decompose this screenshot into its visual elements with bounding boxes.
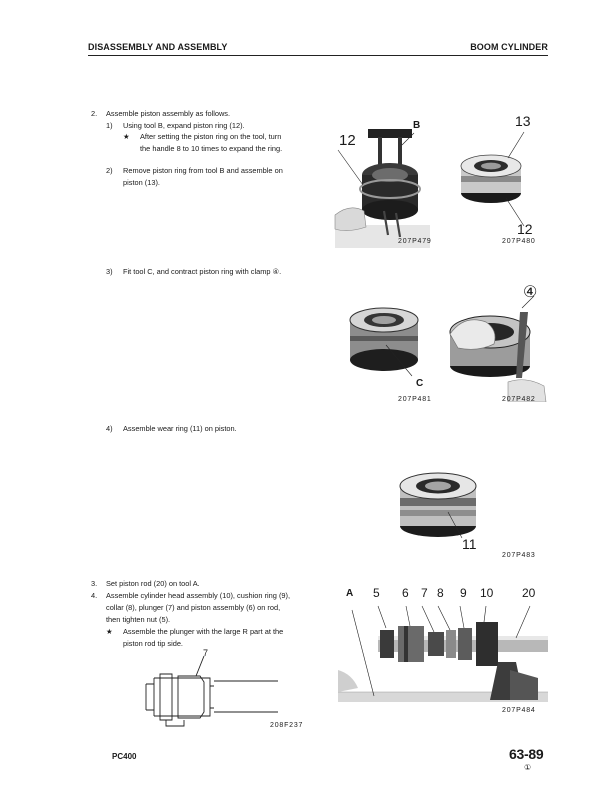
step-2-3-text: Fit tool C, and contract piston ring with clamp ④. [123,267,282,276]
label-8: 8 [437,586,444,600]
step-2-intro: Assemble piston assembly as follows. [106,109,231,118]
photo-207p480 [448,118,548,238]
step-4-line2: collar (8), plunger (7) and piston assembly (6) on rod, [106,603,281,612]
label-c: C [416,378,424,389]
label-6: 6 [402,586,409,600]
label-10: 10 [480,586,494,600]
step-2-1-note-line2: the handle 8 to 10 times to expand the ring. [140,144,283,153]
step-2-2-number: 2) [106,166,113,175]
step-2-1-note-line1: After setting the piston ring on the tool, turn [140,132,282,141]
section-title: DISASSEMBLY AND ASSEMBLY [88,42,228,52]
step-2-1-text: Using tool B, expand piston ring (12). [123,121,245,130]
step-2-4-number: 4) [106,424,113,433]
star-note-icon: ★ [123,132,130,141]
star-note-icon: ★ [106,627,113,636]
step-2-number: 2. [91,109,98,118]
label-a: A [346,588,354,599]
step-2-1-number: 1) [106,121,113,130]
photo-207p481 [340,290,440,395]
caption-207p482: 207P482 [502,396,536,403]
label-clamp-4: ④ [523,284,538,301]
step-4-note-line2: piston rod tip side. [123,639,183,648]
step-2-3-number: 3) [106,267,113,276]
step-4-line1: Assemble cylinder head assembly (10), cushion ring (9), [106,591,291,600]
caption-207p483: 207P483 [502,552,536,559]
chapter-title: BOOM CYLINDER [470,42,548,52]
step-3-text: Set piston rod (20) on tool A. [106,579,200,588]
label-7: 7 [421,586,428,600]
step-2-4-text: Assemble wear ring (11) on piston. [123,424,237,433]
model-label: PC400 [112,752,137,761]
caption-207p481: 207P481 [398,396,432,403]
label-13: 13 [515,113,531,129]
label-11: 11 [462,536,477,552]
caption-207p480: 207P480 [502,238,536,245]
step-4-note-line1: Assemble the plunger with the large R part at the [123,627,284,636]
label-20: 20 [522,586,536,600]
label-9: 9 [460,586,467,600]
caption-207p479: 207P479 [398,238,432,245]
label-12-piston: 12 [517,221,533,237]
label-b: B [413,120,421,131]
step-4-number: 4. [91,591,98,600]
photo-207p483 [392,460,492,550]
label-7-drawing: 7 [203,648,209,658]
edition-mark: ① [524,763,532,772]
caption-208f237: 208F237 [270,722,304,729]
step-2-2-line2: piston (13). [123,178,160,187]
step-2-2-line1: Remove piston ring from tool B and assemble on [123,166,283,175]
step-3-number: 3. [91,579,98,588]
caption-207p484: 207P484 [502,707,536,714]
label-12: 12 [339,132,356,149]
drawing-208f237 [126,650,316,730]
page-number: 63-89 [509,746,544,762]
photo-207p484 [338,600,548,718]
header-rule [88,55,548,56]
label-5: 5 [373,586,380,600]
step-4-line3: then tighten nut (5). [106,615,171,624]
